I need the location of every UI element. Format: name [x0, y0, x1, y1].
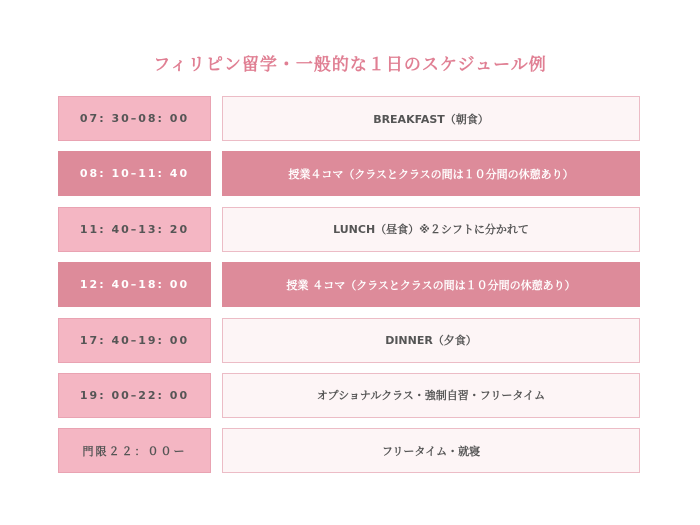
activity-cell: 授業 ４コマ（クラスとクラスの間は１０分間の休憩あり）: [222, 262, 640, 307]
activity-cell: 授業４コマ（クラスとクラスの間は１０分間の休憩あり）: [222, 151, 640, 196]
time-cell: 12: 40–18: 00: [58, 262, 211, 307]
schedule-row: [58, 207, 640, 252]
activity-cell: BREAKFAST（朝食）: [222, 96, 640, 141]
page-title: フィリピン留学・一般的な１日のスケジュール例: [153, 55, 547, 75]
time-cell: 11: 40–13: 20: [58, 207, 211, 252]
schedule-row: [58, 262, 640, 307]
time-cell: 17: 40–19: 00: [58, 318, 211, 363]
activity-cell: オプショナルクラス・強制自習・フリータイム: [222, 373, 640, 418]
schedule-table: [58, 96, 640, 484]
time-cell: 07: 30–08: 00: [58, 96, 211, 141]
schedule-row: [58, 151, 640, 196]
time-cell: 門限２２：００ー: [58, 428, 211, 473]
schedule-row: [58, 318, 640, 363]
schedule-row: [58, 428, 640, 473]
time-cell: 08: 10–11: 40: [58, 151, 211, 196]
activity-cell: フリータイム・就寝: [222, 428, 640, 473]
time-cell: 19: 00–22: 00: [58, 373, 211, 418]
schedule-row: [58, 373, 640, 418]
activity-cell: DINNER（夕食）: [222, 318, 640, 363]
schedule-row: [58, 96, 640, 141]
activity-cell: LUNCH（昼食）※２シフトに分かれて: [222, 207, 640, 252]
